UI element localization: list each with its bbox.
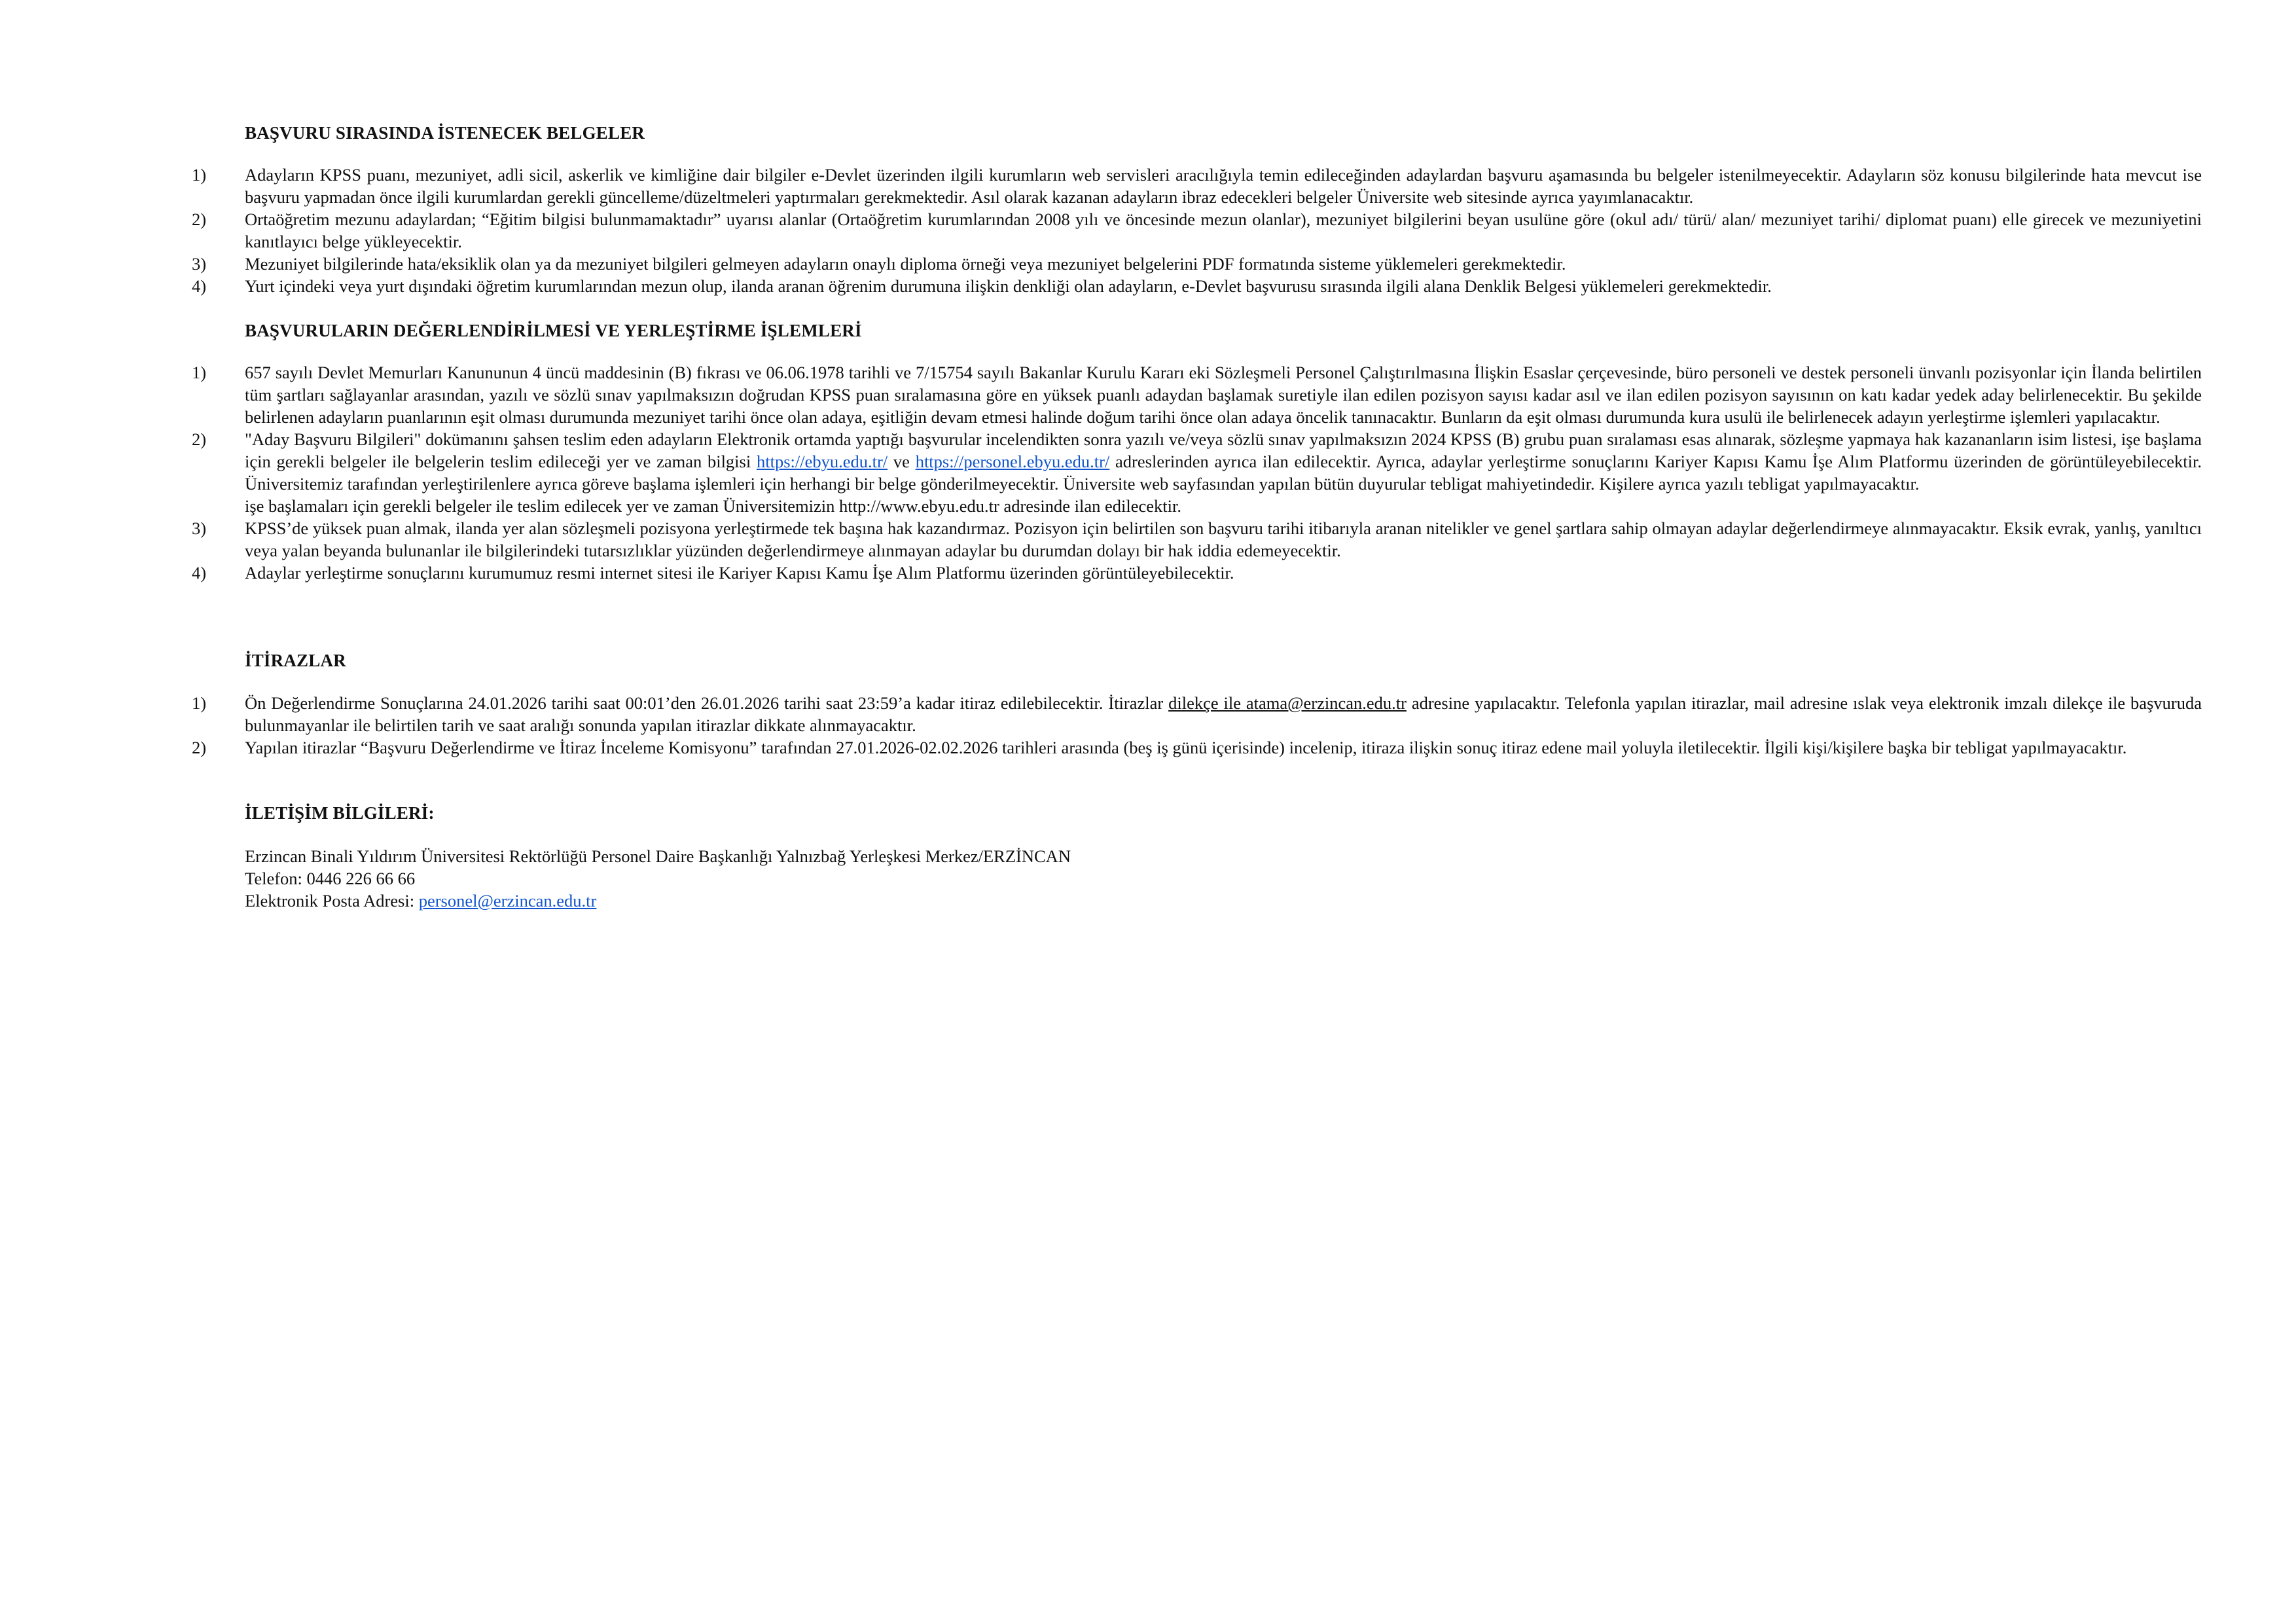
objection-email: dilekçe ile atama@erzincan.edu.tr: [1168, 693, 1407, 713]
contact-email-link[interactable]: personel@erzincan.edu.tr: [418, 891, 597, 911]
item-text: Ortaöğretim mezunu adaylardan; “Eğitim bilgisi bulunmamaktadır” uyarısı alanlar (Ortaöğretim kurumlarından 2008 yılı ve öncesinde mezun olanlar), mezuniyet bilgilerini beyan usulüne göre (okul adı/ türü/ alan/ mezuniyet tarihi/ diplomat puanı) elle girecek ve mezuniyetini kanıtlayıcı belge yükleyecektir.: [245, 209, 2202, 251]
item-text: Mezuniyet bilgilerinde hata/eksiklik olan ya da mezuniyet bilgileri gelmeyen adayların onaylı diploma örneği veya mezuniyet belgelerini PDF formatında sisteme yüklemeleri gerekmektedir.: [245, 254, 1566, 274]
item-text-part: adreslerinden ayrıca ilan edilecektir. Ayrıca, adaylar yerleştirme sonuçlarını Kariyer Kapısı Kamu İşe Alım Platformu üzerinden de görüntüleyebilecektir. Üniversitemiz tarafından yerleştirilenlere ayrıca göreve başlama işlemleri için herhangi bir belge gönderilmeyecektir. Üniversite web sayfasından yapılan bütün duyurular tebligat mahiyetindedir. Kişilere ayrıca yazılı tebligat yapılmayacaktır.: [245, 452, 2202, 494]
section-heading-evaluation: BAŞVURULARIN DEĞERLENDİRİLMESİ VE YERLEŞTİRME İŞLEMLERİ: [245, 321, 862, 340]
item-extra-text: işe başlamaları için gerekli belgeler ile teslim edilecek yer ve zaman Üniversitemizin http://www.ebyu.edu.tr adresinde ilan edilecektir.: [245, 496, 1181, 516]
list-item: [0, 164, 2296, 208]
contact-block: [245, 845, 1071, 912]
item-number: 4): [192, 276, 207, 296]
list-item: [0, 428, 2296, 517]
item-number: 2): [192, 738, 207, 757]
section-heading-objections: İTİRAZLAR: [245, 651, 346, 670]
list-item: [0, 253, 2296, 275]
contact-phone: Telefon: 0446 226 66 66: [245, 869, 416, 888]
objections-list: [0, 692, 2296, 759]
evaluation-list: [0, 361, 2296, 584]
section-heading-contact: İLETİŞİM BİLGİLERİ:: [245, 803, 435, 823]
ebyu-link[interactable]: https://ebyu.edu.tr/: [756, 452, 888, 471]
contact-email-line: [245, 890, 1071, 912]
item-text: 657 sayılı Devlet Memurları Kanununun 4 üncü maddesinin (B) fıkrası ve 06.06.1978 tarihli ve 7/15754 sayılı Bakanlar Kurulu Kararı eki Sözleşmeli Personel Çalıştırılmasına İlişkin Esaslar çerçevesinde, büro personeli ve destek personeli ünvanlı pozisyonlar için İlanda belirtilen tüm şartları sağlayanlar arasından, yazılı ve sözlü sınav yapılmaksızın doğrudan KPSS puan sıralamasına göre en yüksek puanlı adaydan başlamak suretiyle ilan edilen pozisyon sayısı kadar asıl ve ilan edilen pozisyon sayısının on katı kadar yedek aday belirlenecektir. Bu şekilde belirlenen adayların puanlarının eşit olması durumunda mezuniyet tarihi önce olan adaya, eşitliğin devam etmesi halinde doğum tarihi önce olan adaya öncelik tanınacaktır. Bunların da eşit olması durumunda kura usulü ile belirlenecek adayın yerleştirme işlemleri yapılacaktır.: [245, 363, 2202, 427]
list-item: [0, 361, 2296, 428]
item-text: KPSS’de yüksek puan almak, ilanda yer alan sözleşmeli pozisyona yerleştirmede tek başına hak kazandırmaz. Pozisyon için belirtilen son başvuru tarihi itibarıyla aranan nitelikler ve genel şartlara sahip olmayan adaylar değerlendirmeye alınmayacaktır. Eksik evrak, yanlış, yanıltıcı veya yalan beyanda bulunanlar ile bilgilerindeki tutarsızlıklar yüzünden değerlendirmeye alınmayan adaylar bu durumdan dolayı bir hak iddia edemeyecektir.: [245, 518, 2202, 560]
item-text-part: "Aday Başvuru Bilgileri" dokümanını şahsen teslim eden adayların Elektronik ortamda yaptığı başvurular incelendikten sonra yazılı ve/veya sözlü sınav yapılmaksızın 2024 KPSS (B) grubu puan sıralaması esas alınarak, sözleşme yapmaya hak kazananların isim listesi, işe başlama için gerekli belgeler ile belgelerin teslim edileceği yer ve zaman bilgisi: [245, 429, 2202, 471]
item-number: 1): [192, 693, 207, 713]
item-text: [245, 692, 2202, 736]
item-number: 2): [192, 429, 207, 449]
item-text: Adaylar yerleştirme sonuçlarını kurumumuz resmi internet sitesi ile Kariyer Kapısı Kamu İşe Alım Platformu üzerinden görüntüleyebilecektir.: [245, 563, 1234, 583]
list-item: [0, 517, 2296, 562]
item-text: Yurt içindeki veya yurt dışındaki öğretim kurumlarından mezun olup, ilanda aranan öğrenim durumuna ilişkin denkliği olan adayların, e-Devlet başvurusu sırasında ilgili alana Denklik Belgesi yüklemeleri gerekmektedir.: [245, 276, 1772, 296]
item-text: Yapılan itirazlar “Başvuru Değerlendirme ve İtiraz İnceleme Komisyonu” tarafından 27.01.2026-02.02.2026 tarihleri arasında (beş iş günü içerisinde) incelenip, itiraza ilişkin sonuç itiraz edene mail yoluyla iletilecektir. İlgili kişi/kişilere başka bir tebligat yapılmayacaktır.: [245, 738, 2127, 757]
list-item: [0, 562, 2296, 584]
item-number: 1): [192, 363, 207, 382]
contact-email-label: Elektronik Posta Adresi:: [245, 891, 419, 911]
item-number: 2): [192, 209, 207, 229]
list-item: [0, 692, 2296, 736]
item-number: 1): [192, 165, 207, 185]
personel-ebyu-link[interactable]: https://personel.ebyu.edu.tr/: [915, 452, 1110, 471]
list-item: [0, 736, 2296, 759]
item-text-part: Ön Değerlendirme Sonuçlarına 24.01.2026 tarihi saat 00:01’den 26.01.2026 tarihi saat 23:59’a kadar itiraz edilebilecektir. İtirazlar: [245, 693, 1169, 713]
item-number: 3): [192, 254, 207, 274]
item-number: 3): [192, 518, 207, 538]
item-text-part: ve: [888, 452, 916, 471]
list-item: [0, 208, 2296, 253]
item-text: [245, 428, 2202, 495]
list-item: [0, 275, 2296, 297]
item-number: 4): [192, 563, 207, 583]
item-text: Adayların KPSS puanı, mezuniyet, adli sicil, askerlik ve kimliğine dair bilgiler e-Devlet üzerinden ilgili kurumların web servisleri aracılığıyla temin edileceğinden adaylardan başvuru aşamasında bu belgeler istenilmeyecektir. Adayların söz konusu bilgilerinde hata mevcut ise başvuru yapmadan önce ilgili kurumlardan gerekli güncelleme/düzeltmeleri yaptırmaları gerekmektedir. Asıl olarak kazanan adayların ibraz edecekleri belgeler Üniversite web sitesinde ayrıca yayımlanacaktır.: [245, 165, 2202, 207]
contact-address: Erzincan Binali Yıldırım Üniversitesi Rektörlüğü Personel Daire Başkanlığı Yalnızbağ Yerleşkesi Merkez/ERZİNCAN: [245, 846, 1071, 866]
item-text-part: adresine yapılacaktır. Telefonla yapılan itirazlar, mail adresine ıslak veya elektronik imzalı dilekçe ile başvuruda bulunmayanlar ile belirtilen tarih ve saat aralığı sonunda yapılan itirazlar dikkate alınmayacaktır.: [245, 693, 2202, 735]
documents-list: [0, 164, 2296, 297]
section-heading-documents: BAŞVURU SIRASINDA İSTENECEK BELGELER: [245, 123, 645, 143]
